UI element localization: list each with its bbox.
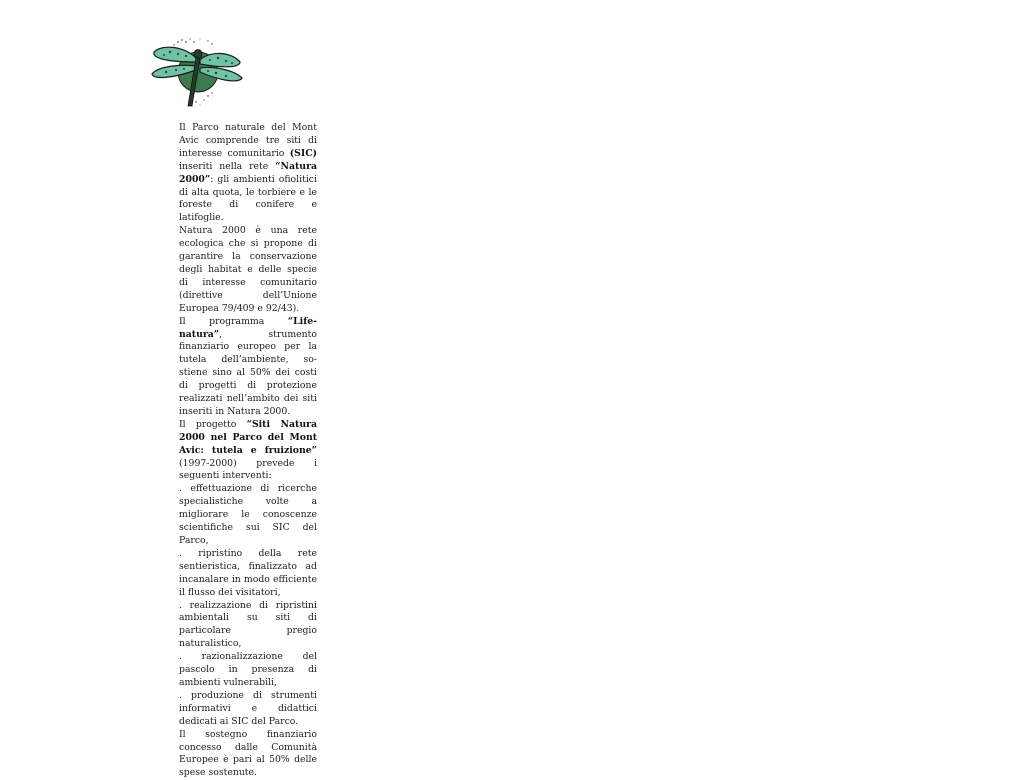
- natura-2000-term: “Natura 2000”: [179, 160, 317, 185]
- sic-term: (SIC): [289, 147, 317, 159]
- dragonfly-icon: [148, 36, 244, 110]
- list-item: . produzione di strumenti informativi e didattici dedicati ai SIC del Parco.: [179, 689, 317, 727]
- project-text-2: (1997-2000) prevede i seguenti interventi:: [179, 457, 317, 482]
- life-natura-term: “Life-natura”: [179, 315, 317, 340]
- life-text: Il programma: [179, 315, 288, 327]
- intro-text-3: : gli ambienti ofiolitici di alta quota, le torbiere e le foreste di conifere e latifoglie.: [179, 173, 317, 224]
- intro-text-2: inseriti nella rete: [179, 160, 276, 172]
- paragraph-life: [179, 316, 317, 419]
- paragraph-funding: Il sostegno finanziario concesso dalle Comunità Europee è pari al 50% delle spese sostenute.: [179, 728, 317, 779]
- list-item: . ripristino della rete sentieristica, finalizzato ad incanalare in modo efficiente il flusso dei visitatori,: [179, 547, 317, 598]
- project-title: “Siti Natura 2000 nel Parco del Mont Avic: tutela e fruizione”: [179, 418, 318, 456]
- intro-text: Il Parco naturale del Mont Avic comprende tre siti di interesse comunitario: [179, 122, 317, 159]
- list-item: . effettuazione di ricerche specialistiche volte a migliorare le conoscenze scientifiche sui SIC del Parco,: [179, 483, 317, 546]
- life-text-2: , strumento finanziario europeo per la tutela dell’ambiente, sostiene sino al 50% dei costi di progetti di protezione realizzati nell’ambito dei siti inseriti in Natura 2000.: [179, 328, 317, 417]
- paragraph-natura: Natura 2000 è una rete ecologica che si propone di garantire la conservazione degli habitat e delle specie di interesse comunitario (direttive dell’Unione Europea 79/409 e 92/43).: [179, 225, 317, 314]
- paragraph-intro: [179, 122, 317, 225]
- list-item: . realizzazione di ripristini ambientali su siti di particolare pregio naturalistico,: [179, 599, 317, 650]
- project-text: Il progetto: [179, 418, 247, 430]
- paragraph-project: [179, 419, 317, 484]
- article-text: [179, 122, 317, 780]
- list-item: . razionalizzazione del pascolo in presenza di ambienti vulnerabili,: [179, 651, 317, 688]
